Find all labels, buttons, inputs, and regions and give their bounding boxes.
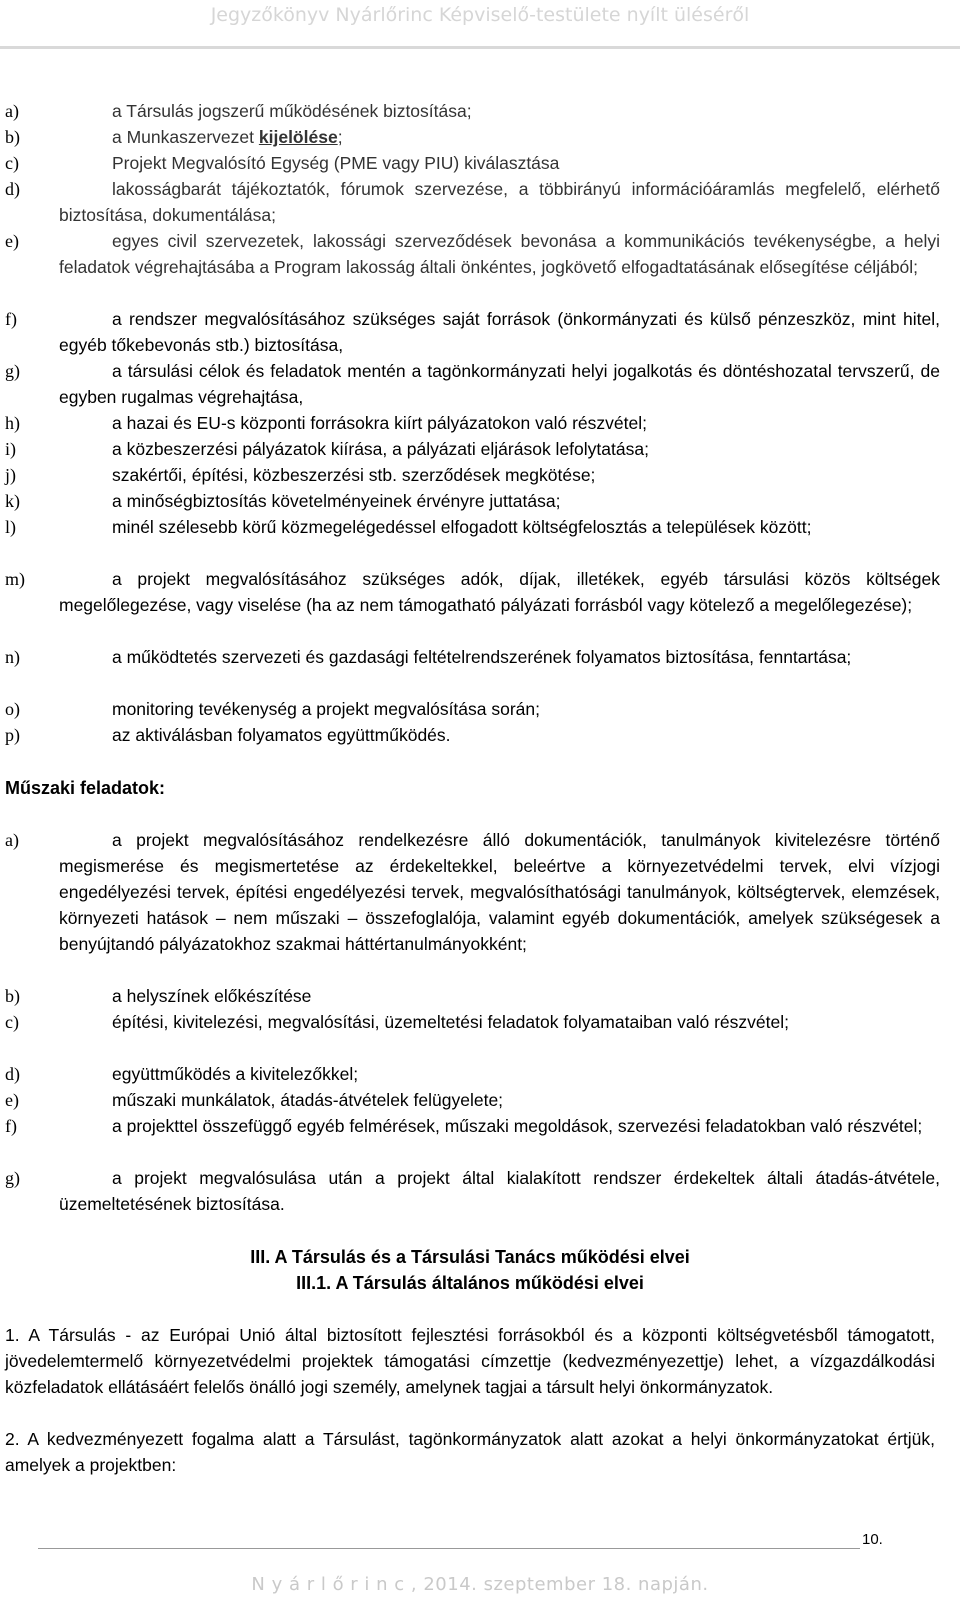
- item-marker: a): [5, 830, 19, 850]
- list-item: [0, 358, 940, 410]
- item-text: a rendszer megvalósításához szükséges saját források (önkormányzati és külső pénzeszköz, mint hitel, egyéb tőkebevonás stb.) biztosítása,: [59, 309, 940, 355]
- item-text: monitoring tevékenység a projekt megvalósítása során;: [112, 699, 541, 719]
- list-item: [0, 722, 940, 748]
- item-text: a Munkaszervezet kijelölése;: [112, 127, 343, 147]
- item-text: az aktiválásban folyamatos együttműködés.: [112, 725, 451, 745]
- item-marker: b): [5, 127, 20, 147]
- item-text: a minőségbiztosítás követelményeinek érvényre juttatása;: [112, 491, 561, 511]
- list-item: [0, 98, 940, 124]
- item-text: a társulási célok és feladatok mentén a tagönkormányzati helyi jogalkotás és döntéshozatal tervszerű, de egyben rugalmas végrehajtása,: [59, 361, 940, 407]
- list-item: [0, 1113, 940, 1139]
- item-text: a projekt megvalósulása után a projekt által kialakított rendszer érdekeltek általi átadás-átvétele, üzemeltetésének biztosítása.: [59, 1168, 940, 1214]
- paragraph-2: 2. A kedvezményezett fogalma alatt a Társulást, tagönkormányzatok alatt azokat a helyi önkormányzatokat értjük, amelyek a projektben:: [5, 1429, 935, 1475]
- header-divider: [0, 46, 960, 49]
- list-item: [0, 644, 940, 670]
- item-marker: a): [5, 101, 19, 121]
- item-text: a hazai és EU-s központi forrásokra kiírt pályázatokon való részvétel;: [112, 413, 647, 433]
- item-text: minél szélesebb körű közmegelégedéssel elfogadott költségfelosztás a települések között;: [112, 517, 812, 537]
- list-item: [0, 983, 940, 1009]
- list-item: [0, 827, 940, 957]
- item-text: a projekt megvalósításához szükséges adók, díjak, illetékek, egyéb társulási közös költségek megelőlegezése, vagy viselése (ha az nem támogatható pályázati forrásból vagy kötelező a megelőlegezése);: [59, 569, 940, 615]
- item-text: Projekt Megvalósító Egység (PME vagy PIU) kiválasztása: [112, 153, 560, 173]
- list-item: [0, 566, 940, 618]
- item-marker: c): [5, 153, 19, 173]
- list-item: [0, 410, 940, 436]
- item-marker: b): [5, 986, 20, 1006]
- list-item: [0, 124, 940, 150]
- item-marker: e): [5, 231, 19, 251]
- item-text: szakértői, építési, közbeszerzési stb. szerződések megkötése;: [112, 465, 596, 485]
- underlined-word: kijelölése: [258, 127, 338, 147]
- item-marker: i): [5, 439, 16, 459]
- item-marker: l): [5, 517, 16, 537]
- list-item: [0, 150, 940, 176]
- item-marker: g): [5, 361, 20, 381]
- item-text: építési, kivitelezési, megvalósítási, üzemeltetési feladatok folyamataiban való részvétel;: [112, 1012, 789, 1032]
- list-item: [0, 514, 940, 540]
- item-marker: f): [5, 309, 17, 329]
- list-item: [0, 306, 940, 358]
- item-marker: n): [5, 647, 20, 667]
- item-text: a közbeszerzési pályázatok kiírása, a pályázati eljárások lefolytatása;: [112, 439, 649, 459]
- item-marker: c): [5, 1012, 19, 1032]
- item-text: a projekttel összefüggő egyéb felmérések, műszaki megoldások, szervezési feladatokban való részvétel;: [112, 1116, 923, 1136]
- page-number: 10.: [862, 1531, 883, 1548]
- item-marker: o): [5, 699, 20, 719]
- list-item: [0, 176, 940, 228]
- item-text: együttműködés a kivitelezőkkel;: [112, 1064, 359, 1084]
- list-item: [0, 1165, 940, 1217]
- running-footer: N y á r l ő r i n c , 2014. szeptember 18. napján.: [251, 1574, 709, 1595]
- list-item: [0, 436, 940, 462]
- item-text: a működtetés szervezeti és gazdasági feltételrendszerének folyamatos biztosítása, fenntartása;: [112, 647, 852, 667]
- item-text: a projekt megvalósításához rendelkezésre álló dokumentációk, tanulmányok kivitelezésre történő megismerése és megismertetése az érdekeltekkel, beleértve a környezetvédelmi tervek, elvi vízjogi engedélyezési tervek, építési engedélyezési tervek, megvalósíthatósági tanulmányok, költségtervek, elemzések, környezeti hatások – nem műszaki – összefoglalója, valamint egyéb dokumentációk, amelyek szükségesek a benyújtandó pályázatokhoz szakmai háttértanulmányokként;: [59, 830, 940, 954]
- item-marker: d): [5, 179, 20, 199]
- list-item: [0, 488, 940, 514]
- paragraph-1: 1. A Társulás - az Európai Unió által biztosított fejlesztési forrásokból és a központi költségvetésből támogatott, jövedelemtermelő környezetvédelmi projektek támogatási címzettje (kedvezményezettje) lehet, a vízgazdálkodási közfeladatok ellátásáért felelős önálló jogi személy, amelynek tagjai a társult helyi önkormányzatok.: [5, 1325, 935, 1397]
- list-item: [0, 1061, 940, 1087]
- chapter-title: III. A Társulás és a Társulási Tanács működési elvei: [250, 1247, 690, 1267]
- item-marker: f): [5, 1116, 17, 1136]
- item-marker: h): [5, 413, 20, 433]
- section-title: Műszaki feladatok:: [5, 778, 166, 798]
- list-item: [0, 228, 940, 280]
- chapter-subtitle: III.1. A Társulás általános működési elvei: [296, 1273, 644, 1293]
- list-item: [0, 1087, 940, 1113]
- item-text: lakosságbarát tájékoztatók, fórumok szervezése, a többirányú információáramlás megfelelő, elérhető biztosítása, dokumentálása;: [59, 179, 940, 225]
- footer-divider: [38, 1548, 860, 1549]
- item-text: műszaki munkálatok, átadás-átvételek felügyelete;: [112, 1090, 504, 1110]
- list-item: [0, 462, 940, 488]
- item-text: egyes civil szervezetek, lakossági szerveződések bevonása a kommunikációs tevékenységbe, a helyi feladatok végrehajtásába a Program lakosság általi önkéntes, jogkövető elfogadtatásának elősegítése céljából;: [59, 231, 940, 277]
- item-marker: j): [5, 465, 16, 485]
- item-marker: g): [5, 1168, 20, 1188]
- list-item: [0, 696, 940, 722]
- item-text: a Társulás jogszerű működésének biztosítása;: [112, 101, 472, 121]
- item-marker: k): [5, 491, 20, 511]
- list-item: [0, 1009, 940, 1035]
- item-marker: p): [5, 725, 20, 745]
- item-marker: d): [5, 1064, 20, 1084]
- item-marker: m): [5, 569, 25, 589]
- item-text: a helyszínek előkészítése: [112, 986, 312, 1006]
- item-marker: e): [5, 1090, 19, 1110]
- running-header: Jegyzőkönyv Nyárlőrinc Képviselő-testülete nyílt üléséről: [210, 4, 750, 26]
